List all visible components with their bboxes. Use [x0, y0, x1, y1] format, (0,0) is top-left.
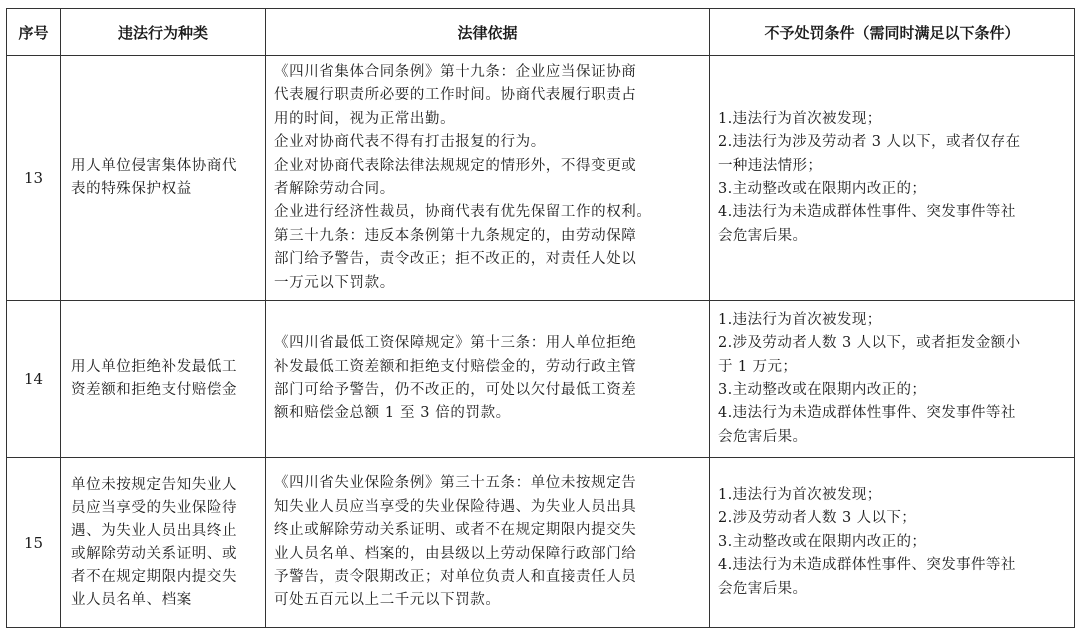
condition-line: 4.违法行为未造成群体性事件、突发事件等社 [718, 405, 1016, 422]
legal-basis-line: 部门可给予警告，仍不改正的，可处以欠付最低工资差 [274, 382, 637, 398]
condition-line: 1.违法行为首次被发现； [718, 486, 882, 503]
condition-line: 1.违法行为首次被发现； [718, 110, 882, 127]
legal-basis-cell [266, 56, 710, 301]
legal-basis-line: 代表履行职责所必要的工作时间。协商代表履行职责占 [274, 87, 637, 104]
penalty-exemption-table [6, 8, 1075, 628]
condition-line: 3.主动整改或在限期内改正的； [718, 181, 927, 197]
header-violation-type: 违法行为种类 [61, 9, 266, 56]
violation-type-cell [61, 301, 266, 458]
exemption-conditions-cell [710, 458, 1075, 628]
legal-basis-line: 知失业人员应当享受的失业保险待遇、为失业人员出具 [274, 498, 637, 515]
exemption-conditions-cell [710, 56, 1075, 301]
legal-basis-line: 《四川省集体合同条例》第十九条：企业应当保证协商 [274, 63, 637, 80]
condition-line: 于 1 万元； [718, 358, 798, 375]
violation-type-line: 者不在规定期限内提交失 [71, 568, 238, 585]
condition-line: 一种违法情形； [718, 157, 823, 174]
legal-basis-line: 额和赔偿金总额 1 至 3 倍的罚款。 [274, 405, 511, 422]
condition-line: 会危害后果。 [718, 428, 808, 445]
violation-type-line: 资差额和拒绝支付赔偿金 [71, 382, 238, 398]
table-row [7, 301, 1075, 458]
serial-number-cell: 14 [7, 301, 61, 458]
legal-basis-cell [266, 301, 710, 458]
legal-basis-line: 一万元以下罚款。 [274, 274, 395, 291]
violation-type-line: 遇、为失业人员出具终止 [71, 522, 238, 539]
condition-line: 4.违法行为未造成群体性事件、突发事件等社 [718, 204, 1016, 221]
condition-line: 2.涉及劳动者人数 3 人以下； [718, 510, 917, 527]
condition-line: 1.违法行为首次被发现； [718, 311, 882, 328]
legal-basis-line: 《四川省失业保险条例》第三十五条：单位未按规定告 [274, 475, 637, 492]
header-row [7, 9, 1075, 56]
serial-number-cell: 15 [7, 458, 61, 628]
condition-line: 会危害后果。 [718, 580, 808, 597]
condition-line: 2.违法行为涉及劳动者 3 人以下，或者仅存在 [718, 134, 1021, 151]
serial-number-cell: 13 [7, 56, 61, 301]
condition-line: 4.违法行为未造成群体性事件、突发事件等社 [718, 557, 1016, 574]
violation-type-line: 表的特殊保护权益 [71, 181, 192, 197]
legal-basis-line: 可处五百元以上二千元以下罚款。 [274, 592, 501, 609]
violation-type-line: 用人单位拒绝补发最低工 [71, 359, 238, 375]
condition-line: 3.主动整改或在限期内改正的； [718, 533, 927, 550]
violation-type-cell [61, 458, 266, 628]
legal-basis-line: 补发最低工资差额和拒绝支付赔偿金的，劳动行政主管 [274, 358, 637, 375]
exemption-conditions-cell [710, 301, 1075, 458]
violation-type-line: 员应当享受的失业保险待 [71, 499, 238, 516]
legal-basis-line: 企业对协商代表除法律法规规定的情形外，不得变更或 [274, 157, 637, 174]
violation-type-line: 用人单位侵害集体协商代 [71, 158, 238, 174]
table-row [7, 458, 1075, 628]
header-serial-number: 序号 [7, 9, 61, 56]
legal-basis-line: 者解除劳动合同。 [274, 181, 395, 197]
table-row [7, 56, 1075, 301]
legal-basis-line: 《四川省最低工资保障规定》第十三条：用人单位拒绝 [274, 335, 637, 352]
violation-type-line: 业人员名单、档案 [71, 591, 192, 608]
legal-basis-line: 部门给予警告，责令改正；拒不改正的，对责任人处以 [274, 251, 637, 268]
legal-basis-cell [266, 458, 710, 628]
violation-type-line: 或解除劳动关系证明、或 [71, 545, 238, 562]
condition-line: 2.涉及劳动者人数 3 人以下，或者拒发金额小 [718, 335, 1021, 352]
legal-basis-line: 第三十九条：违反本条例第十九条规定的，由劳动保障 [274, 227, 637, 244]
violation-type-cell [61, 56, 266, 301]
legal-basis-line: 终止或解除劳动关系证明、或者不在规定期限内提交失 [274, 522, 637, 539]
violation-type-line: 单位未按规定告知失业人 [71, 476, 238, 493]
header-exemption-conditions: 不予处罚条件（需同时满足以下条件） [710, 9, 1075, 56]
condition-line: 3.主动整改或在限期内改正的； [718, 382, 927, 398]
legal-basis-line: 企业对协商代表不得有打击报复的行为。 [274, 134, 546, 151]
legal-basis-line: 企业进行经济性裁员，协商代表有优先保留工作的权利。 [274, 204, 652, 221]
condition-line: 会危害后果。 [718, 227, 808, 244]
legal-basis-line: 用的时间，视为正常出勤。 [274, 110, 456, 127]
legal-basis-line: 业人员名单、档案的，由县级以上劳动保障行政部门给 [274, 545, 637, 562]
header-legal-basis: 法律依据 [266, 9, 710, 56]
legal-basis-line: 予警告，责令限期改正；对单位负责人和直接责任人员 [274, 568, 637, 585]
